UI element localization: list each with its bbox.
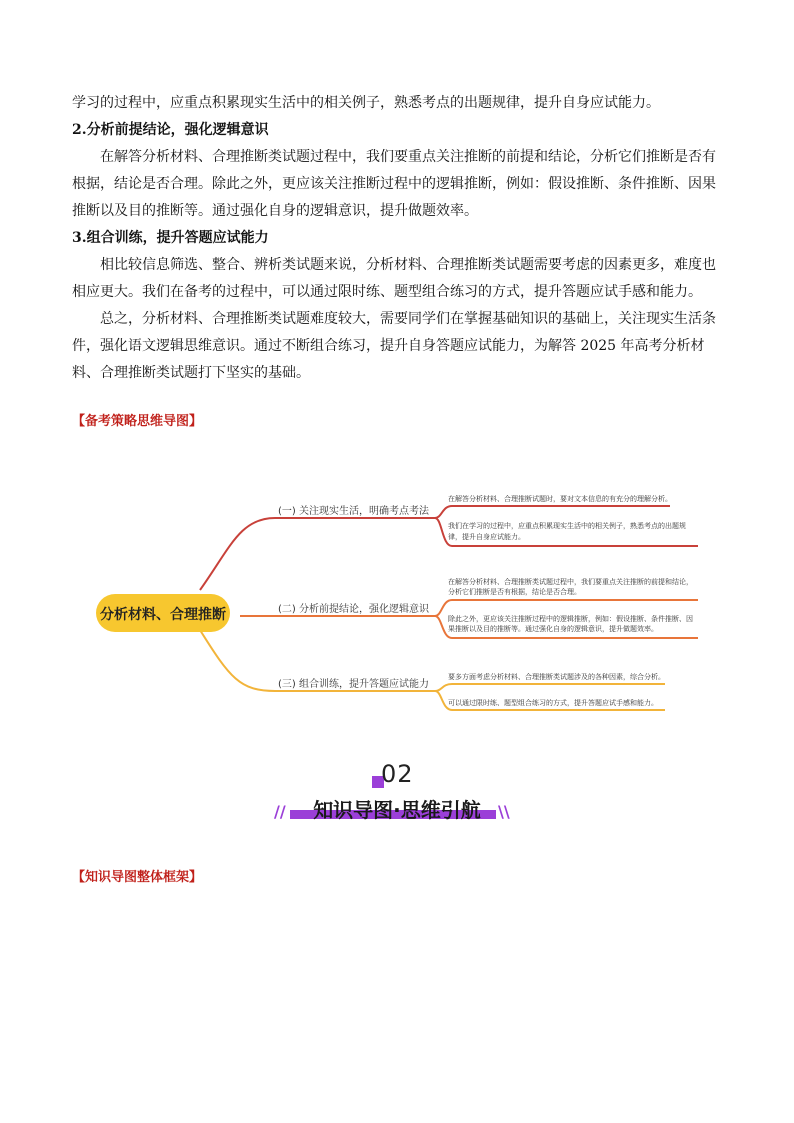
leaf-1-2-line-2: 律，提升自身应试能力。 [448,533,525,541]
banner-number: 02 [381,760,414,788]
paragraph-4: 总之，分析材料、合理推断类试题难度较大，需要同学们在掌握基础知识的基础上，关注现实生活条件，强化语文逻辑思维意识。通过不断组合练习，提升自身答题应试能力，为解答 2025 年高考分析材料、合理推断类试题打下坚实的基础。 [72,311,716,381]
paragraph-2: 在解答分析材料、合理推断类试题过程中，我们要重点关注推断的前提和结论，分析它们推断是否有根据，结论是否合理。除此之外，更应该关注推断过程中的逻辑推断，例如：假设推断、条件推断、因果推断以及目的推断等。通过强化自身的逻辑意识，提升做题效率。 [72,149,716,219]
leaf-2-1-line-1: 在解答分析材料、合理推断类试题过程中，我们要重点关注推断的前提和结论， [448,578,693,586]
branch-line-1 [200,518,435,590]
banner-slash-left: // [274,802,286,821]
leaf-3-2: 可以通过限时练、题型组合练习的方式，提升答题应试手感和能力。 [448,699,658,707]
branch-label-2: (二) 分析前提结论，强化逻辑意识 [278,604,429,615]
leaf-1-2-line-1: 我们在学习的过程中，应重点积累现实生活中的相关例子，熟悉考点的出题规 [448,522,686,530]
subheading-2: 2.分析前提结论，强化逻辑意识 [72,122,269,138]
paragraph-continuation: 学习的过程中，应重点积累现实生活中的相关例子，熟悉考点的出题规律，提升自身应试能力。 [72,95,660,111]
mind-map-root-label: 分析材料、合理推断 [100,607,226,623]
subheading-3: 3.组合训练，提升答题应试能力 [72,230,269,246]
section-banner [0,760,794,830]
section-label-strategy-map: 【备考策略思维导图】 [72,414,203,429]
section-label-knowledge-frame: 【知识导图整体框架】 [72,870,203,885]
mind-map [90,478,710,738]
leaf-1-1: 在解答分析材料、合理推断试题时，要对文本信息的有充分的理解分析。 [448,495,672,503]
banner-title: 知识导图·思维引航 [313,798,481,822]
branch-label-1: (一) 关注现实生活，明确考点考法 [278,506,429,517]
leaf-2-2-line-2: 果推断以及目的推断等。通过强化自身的逻辑意识，提升做题效率。 [448,625,658,633]
leaf-2-2-line-1: 除此之外，更应该关注推断过程中的逻辑推断，例如：假设推断、条件推断、因 [448,615,693,623]
leaf-2-1-line-2: 分析它们推断是否有根据，结论是否合理。 [448,588,581,596]
banner-slash-right: \\ [498,802,510,821]
branch-label-3: (三) 组合训练，提升答题应试能力 [278,679,429,690]
leaf-3-1: 要多方面考虑分析材料、合理推断类试题涉及的各种因素，综合分析。 [448,673,665,681]
paragraph-3: 相比较信息筛选、整合、辨析类试题来说，分析材料、合理推断类试题需要考虑的因素更多，难度也相应更大。我们在备考的过程中，可以通过限时练、题型组合练习的方式，提升答题应试手感和能力。 [72,257,716,300]
